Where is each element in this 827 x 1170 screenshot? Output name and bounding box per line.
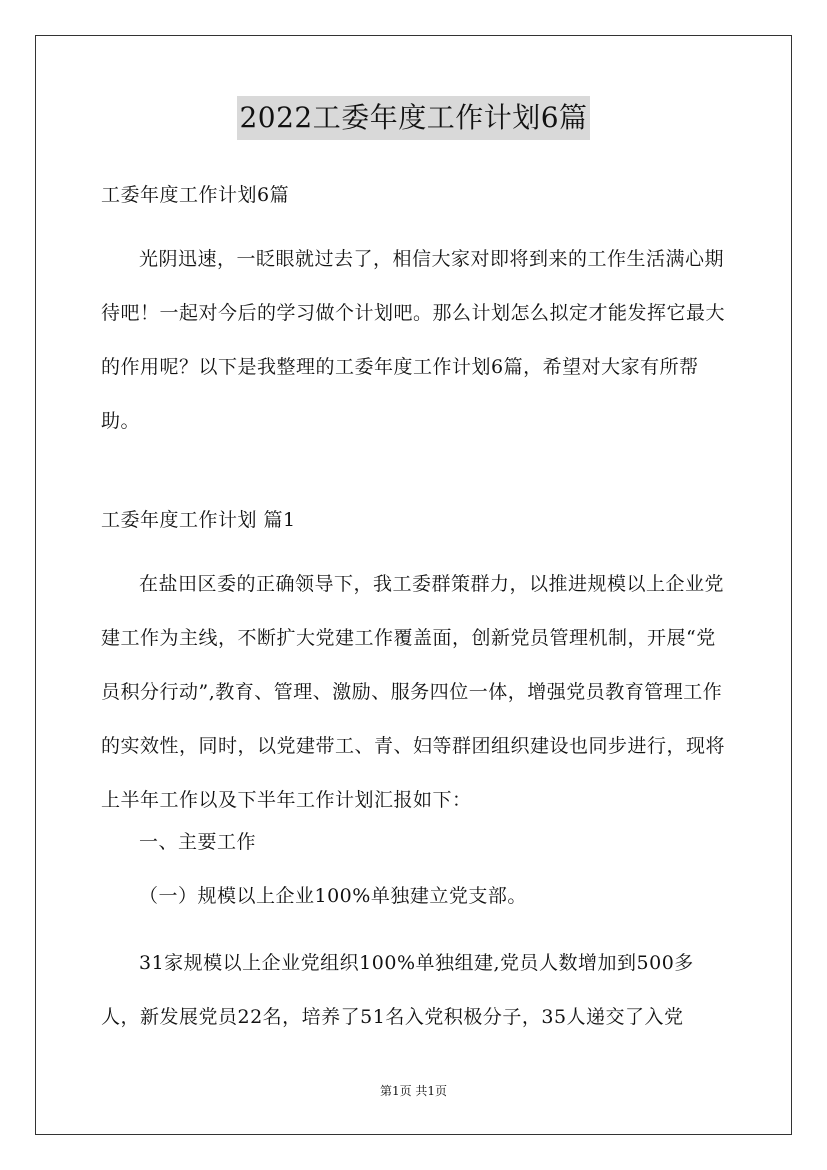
section-heading: 工委年度工作计划 篇1 [101,509,296,531]
item-heading: 一、主要工作 [139,831,257,853]
detail-paragraph: 31家规模以上企业党组织100%单独组建,党员人数增加到500多人，新发展党员22名，培养了51名入党积极分子，35人递交了入党 [101,952,694,1028]
page-footer: 第1页 共1页 [379,1084,448,1098]
title-container [0,96,827,140]
document-title: 2022工委年度工作计划6篇 [237,96,589,140]
subtitle: 工委年度工作计划6篇 [101,184,290,206]
section-paragraph: 在盐田区委的正确领导下，我工委群策群力，以推进规模以上企业党建工作为主线，不断扩大党建工作覆盖面，创新党员管理机制，开展“党员积分行动”,教育、管理、激励、服务四位一体，增强党员教育管理工作的实效性，同时，以党建带工、青、妇等群团组织建设也同步进行，现将上半年工作以及下半年工作计划汇报如下： [101,573,726,811]
sub-heading: （一）规模以上企业100%单独建立党支部。 [139,885,527,907]
intro-paragraph: 光阴迅速，一眨眼就过去了，相信大家对即将到来的工作生活满心期待吧！一起对今后的学习做个计划吧。那么计划怎么拟定才能发挥它最大的作用呢？以下是我整理的工委年度工作计划6篇，希望对大家有所帮助。 [101,248,726,432]
